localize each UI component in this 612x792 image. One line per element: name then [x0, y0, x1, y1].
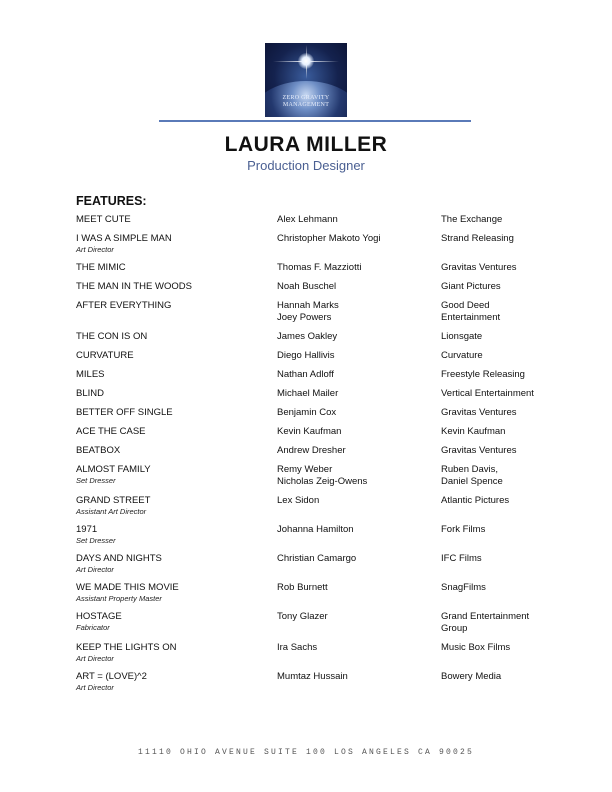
credit-director: Christopher Makoto Yogi — [277, 233, 381, 244]
credit-director: Michael Mailer — [277, 388, 339, 399]
credit-director-cell — [277, 445, 441, 457]
credit-role: Art Director — [76, 654, 114, 663]
star-icon — [298, 53, 314, 69]
credit-director: Remy Weber — [277, 464, 333, 475]
credit-director-cell — [277, 369, 441, 381]
credit-title-cell — [76, 262, 277, 274]
credit-company-secondary: Group — [441, 623, 468, 634]
credit-company-cell — [441, 671, 546, 683]
credit-row — [76, 445, 546, 457]
credit-director-cell — [277, 300, 441, 324]
credit-title-cell — [76, 300, 277, 312]
credit-company-cell — [441, 281, 546, 293]
credit-title: BEATBOX — [76, 445, 121, 456]
credit-director: Kevin Kaufman — [277, 426, 342, 437]
credit-company: Music Box Films — [441, 642, 511, 653]
credit-row — [76, 642, 546, 664]
credit-role: Art Director — [76, 245, 114, 254]
credit-row — [76, 553, 546, 575]
credit-company: Lionsgate — [441, 331, 483, 342]
credit-row — [76, 331, 546, 343]
credit-director-cell — [277, 281, 441, 293]
credit-title-cell — [76, 524, 277, 546]
credit-company-cell — [441, 495, 546, 507]
credit-company: Strand Releasing — [441, 233, 514, 244]
credit-title: 1971 — [76, 524, 98, 535]
credit-director-cell — [277, 388, 441, 400]
credit-title: WE MADE THIS MOVIE — [76, 582, 179, 593]
credit-director-cell — [277, 262, 441, 274]
credit-row — [76, 582, 546, 604]
credit-title-cell — [76, 426, 277, 438]
credit-role: Set Dresser — [76, 536, 116, 545]
credit-director: Nathan Adloff — [277, 369, 334, 380]
credit-title: I WAS A SIMPLE MAN — [76, 233, 172, 244]
credit-director: Johanna Hamilton — [277, 524, 354, 535]
credit-company: Giant Pictures — [441, 281, 501, 292]
credit-row — [76, 388, 546, 400]
credits-list — [76, 214, 546, 693]
person-name: LAURA MILLER — [224, 133, 388, 156]
credit-title-cell — [76, 214, 277, 226]
company-logo — [265, 43, 347, 117]
credit-title: MILES — [76, 369, 105, 380]
credit-director-cell — [277, 553, 441, 565]
credit-company-cell — [441, 300, 546, 324]
credit-title-cell — [76, 553, 277, 575]
credit-title: THE MIMIC — [76, 262, 126, 273]
credit-title-cell — [76, 464, 277, 486]
credit-director: Rob Burnett — [277, 582, 328, 593]
job-title: Production Designer — [247, 158, 365, 173]
credit-company: Bowery Media — [441, 671, 502, 682]
credit-company: Grand Entertainment — [441, 611, 530, 622]
credit-director-cell — [277, 350, 441, 362]
credit-director-cell — [277, 331, 441, 343]
credit-title: KEEP THE LIGHTS ON — [76, 642, 177, 653]
credit-director-cell — [277, 464, 441, 488]
logo-text: ZERO GRAVITY MANAGEMENT — [282, 95, 330, 108]
credit-director-cell — [277, 214, 441, 226]
credit-company-cell — [441, 553, 546, 565]
credit-role: Fabricator — [76, 623, 110, 632]
credit-row — [76, 281, 546, 293]
credit-row — [76, 426, 546, 438]
credit-company: Vertical Entertainment — [441, 388, 534, 399]
credit-company-cell — [441, 331, 546, 343]
credit-company-cell — [441, 445, 546, 457]
credit-director: Ira Sachs — [277, 642, 318, 653]
credit-company: Ruben Davis, — [441, 464, 499, 475]
credit-row — [76, 262, 546, 274]
credit-director-cell — [277, 407, 441, 419]
credit-director-cell — [277, 495, 441, 507]
credit-role: Assistant Property Master — [76, 594, 162, 603]
credit-company: Atlantic Pictures — [441, 495, 510, 506]
credit-title: GRAND STREET — [76, 495, 151, 506]
credit-title-cell — [76, 611, 277, 633]
credit-company: Gravitas Ventures — [441, 407, 517, 418]
credit-title-cell — [76, 281, 277, 293]
credit-company-cell — [441, 233, 546, 245]
credit-title: THE MAN IN THE WOODS — [76, 281, 192, 292]
credit-director: Tony Glazer — [277, 611, 328, 622]
credit-title-cell — [76, 233, 277, 255]
section-heading-features: FEATURES: — [76, 194, 147, 208]
credit-company-cell — [441, 611, 546, 635]
credit-row — [76, 495, 546, 517]
credit-row — [76, 611, 546, 635]
credit-director-cell — [277, 611, 441, 623]
credit-title-cell — [76, 642, 277, 664]
credit-company-cell — [441, 642, 546, 654]
credit-director: Thomas F. Mazziotti — [277, 262, 362, 273]
credit-title: CURVATURE — [76, 350, 134, 361]
credit-role: Assistant Art Director — [76, 507, 147, 516]
credit-row — [76, 407, 546, 419]
credit-director-cell — [277, 426, 441, 438]
credit-company: Curvature — [441, 350, 483, 361]
credit-row — [76, 300, 546, 324]
credit-company: Freestyle Releasing — [441, 369, 525, 380]
credit-company: SnagFilms — [441, 582, 486, 593]
credit-row — [76, 671, 546, 693]
credit-title: ACE THE CASE — [76, 426, 146, 437]
credit-title-cell — [76, 445, 277, 457]
credit-role: Set Dresser — [76, 476, 116, 485]
credit-role: Art Director — [76, 683, 114, 692]
credit-director-cell — [277, 671, 441, 683]
credit-title: DAYS AND NIGHTS — [76, 553, 162, 564]
credit-title-cell — [76, 582, 277, 604]
credit-row — [76, 524, 546, 546]
credit-company-cell — [441, 262, 546, 274]
credit-row — [76, 464, 546, 488]
credit-director: Noah Buschel — [277, 281, 337, 292]
credit-director-cell — [277, 524, 441, 536]
credit-title: HOSTAGE — [76, 611, 122, 622]
credit-title: BLIND — [76, 388, 104, 399]
credit-company-cell — [441, 582, 546, 594]
credit-company-cell — [441, 524, 546, 536]
header-divider — [159, 120, 471, 122]
credit-director: Mumtaz Hussain — [277, 671, 348, 682]
credit-company: Gravitas Ventures — [441, 445, 517, 456]
credit-director: Alex Lehmann — [277, 214, 338, 225]
credit-company-cell — [441, 214, 546, 226]
credit-director: Diego Hallivis — [277, 350, 335, 361]
credit-company-cell — [441, 464, 546, 488]
credit-director: Andrew Dresher — [277, 445, 346, 456]
credit-company-cell — [441, 407, 546, 419]
footer-address: 11110 OHIO AVENUE SUITE 100 LOS ANGELES CA 90025 — [137, 748, 475, 757]
credit-title: BETTER OFF SINGLE — [76, 407, 173, 418]
credit-title: MEET CUTE — [76, 214, 131, 225]
credit-title: AFTER EVERYTHING — [76, 300, 172, 311]
credit-company-cell — [441, 350, 546, 362]
credit-title-cell — [76, 369, 277, 381]
credit-title-cell — [76, 331, 277, 343]
credit-company-cell — [441, 426, 546, 438]
credit-director-cell — [277, 582, 441, 594]
credit-director-cell — [277, 642, 441, 654]
credit-company-cell — [441, 388, 546, 400]
credit-director: Hannah Marks — [277, 300, 339, 311]
credit-title: ALMOST FAMILY — [76, 464, 151, 475]
credit-row — [76, 233, 546, 255]
credit-director: James Oakley — [277, 331, 338, 342]
credit-company-cell — [441, 369, 546, 381]
credit-company: Good Deed — [441, 300, 490, 311]
credit-title: THE CON IS ON — [76, 331, 148, 342]
credit-director-cell — [277, 233, 441, 245]
credit-title: ART = (LOVE)^2 — [76, 671, 147, 682]
credit-company-secondary: Daniel Spence — [441, 476, 503, 487]
credit-company: IFC Films — [441, 553, 482, 564]
credit-title-cell — [76, 388, 277, 400]
credit-company: Kevin Kaufman — [441, 426, 506, 437]
credit-director: Christian Camargo — [277, 553, 357, 564]
credit-role: Art Director — [76, 565, 114, 574]
credit-director-secondary: Nicholas Zeig-Owens — [277, 476, 368, 487]
credit-title-cell — [76, 671, 277, 693]
credit-row — [76, 350, 546, 362]
credit-row — [76, 214, 546, 226]
credit-company-secondary: Entertainment — [441, 312, 501, 323]
credit-company: The Exchange — [441, 214, 503, 225]
credit-company: Gravitas Ventures — [441, 262, 517, 273]
credit-director: Benjamin Cox — [277, 407, 337, 418]
credit-row — [76, 369, 546, 381]
credit-title-cell — [76, 407, 277, 419]
credit-company: Fork Films — [441, 524, 486, 535]
credit-title-cell — [76, 495, 277, 517]
credit-title-cell — [76, 350, 277, 362]
credit-director-secondary: Joey Powers — [277, 312, 332, 323]
credit-director: Lex Sidon — [277, 495, 320, 506]
